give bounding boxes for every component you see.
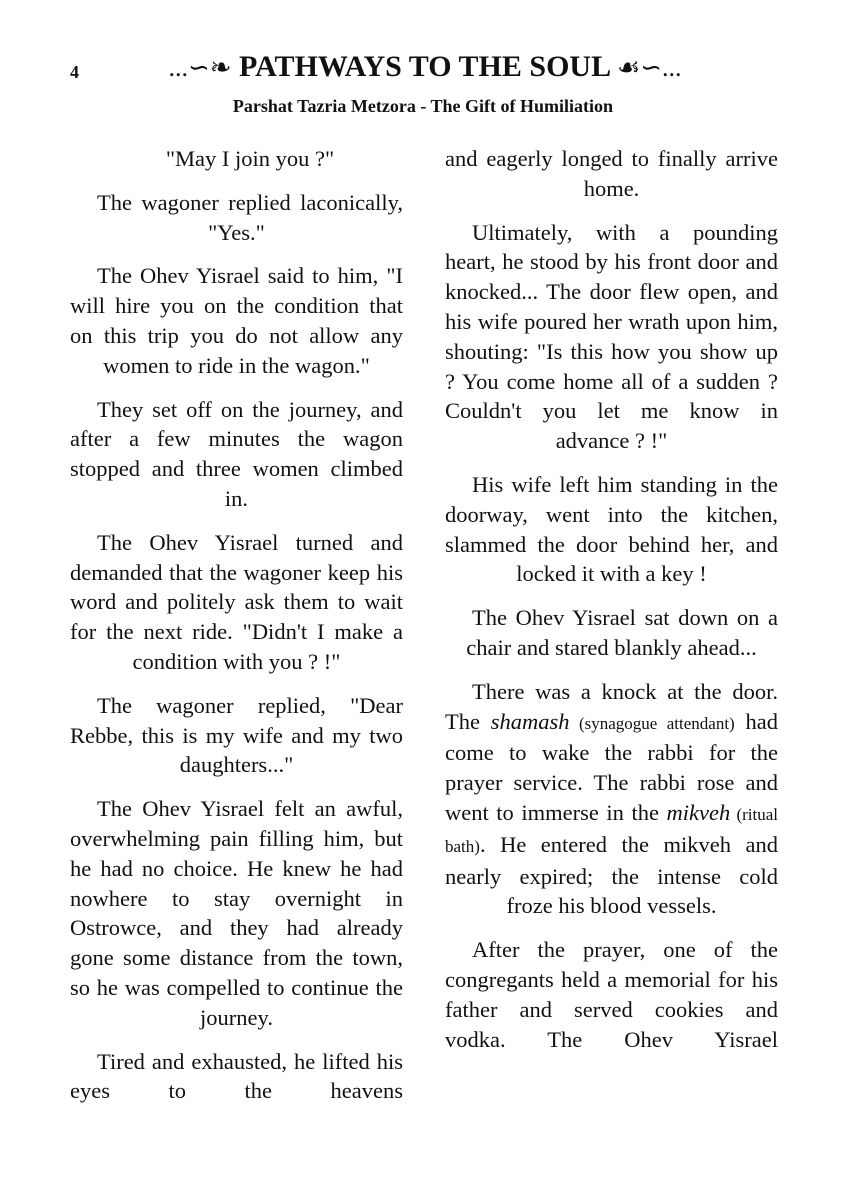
- paragraph: His wife left him standing in the doorway, went into the kitchen, slammed the door behind her, and locked it with a key !: [445, 471, 778, 587]
- running-header: [130, 50, 720, 84]
- paragraph: "May I join you ?": [165, 146, 335, 171]
- paragraph: They set off on the journey, and after a few minutes the wagon stopped and three women climbed in.: [70, 396, 403, 511]
- left-column: [70, 144, 403, 1120]
- publication-title: PATHWAYS TO THE SOUL: [239, 50, 610, 83]
- paragraph: The Ohev Yisrael sat down on a chair and stared blankly ahead...: [466, 605, 778, 660]
- italic-term: mikveh: [666, 799, 731, 825]
- italic-term: shamash: [490, 708, 570, 734]
- text: had come to wake the rabbi for the prayer service. The rabbi rose and went to immerse in the: [445, 708, 778, 825]
- gloss: (synagogue attendant): [569, 713, 735, 733]
- gloss: (ritual bath): [445, 804, 778, 856]
- paragraph: Ultimately, with a pounding heart, he stood by his front door and knocked... The door flew open, and his wife poured her wrath upon him, shouting: "Is this how you show up ? You come home all of a sudden ? Couldn't you let me know in advance ? !": [445, 219, 778, 454]
- paragraph: and eagerly longed to finally arrive home.: [445, 146, 778, 201]
- ornament-left-icon: ...∽❧: [168, 53, 232, 82]
- ornament-right-icon: ☙∽...: [616, 53, 682, 82]
- paragraph: [445, 677, 778, 921]
- page-number: 4: [70, 62, 79, 82]
- text: There was a knock at the door. The: [445, 678, 778, 734]
- paragraph: The Ohev Yisrael said to him, "I will hire you on the condition that on this trip you do not allow any women to ride in the wagon.": [70, 263, 403, 378]
- paragraph: The Ohev Yisrael turned and demanded that the wagoner keep his word and politely ask them to wait for the next ride. "Didn't I make a condition with you ? !": [70, 529, 403, 674]
- paragraph: The wagoner replied, "Dear Rebbe, this is my wife and my two daughters...": [70, 692, 403, 778]
- paragraph: Tired and exhausted, he lifted his eyes to the heavens: [70, 1048, 403, 1104]
- paragraph: After the prayer, one of the congregants held a memorial for his father and served cookies and vodka. The Ohev Yisrael: [445, 937, 778, 1052]
- paragraph: The Ohev Yisrael felt an awful, overwhelming pain filling him, but he had no choice. He knew he had nowhere to stay overnight in Ostrowce, and they had already gone some distance from the town, so he was compelled to continue the journey.: [70, 796, 403, 1030]
- right-column: [445, 144, 778, 1068]
- article-subtitle: Parshat Tazria Metzora - The Gift of Humiliation: [232, 96, 614, 116]
- text: . He entered the mikveh and nearly expired; the intense cold froze his blood vessels.: [445, 831, 778, 919]
- paragraph: The wagoner replied laconically, "Yes.": [97, 189, 403, 245]
